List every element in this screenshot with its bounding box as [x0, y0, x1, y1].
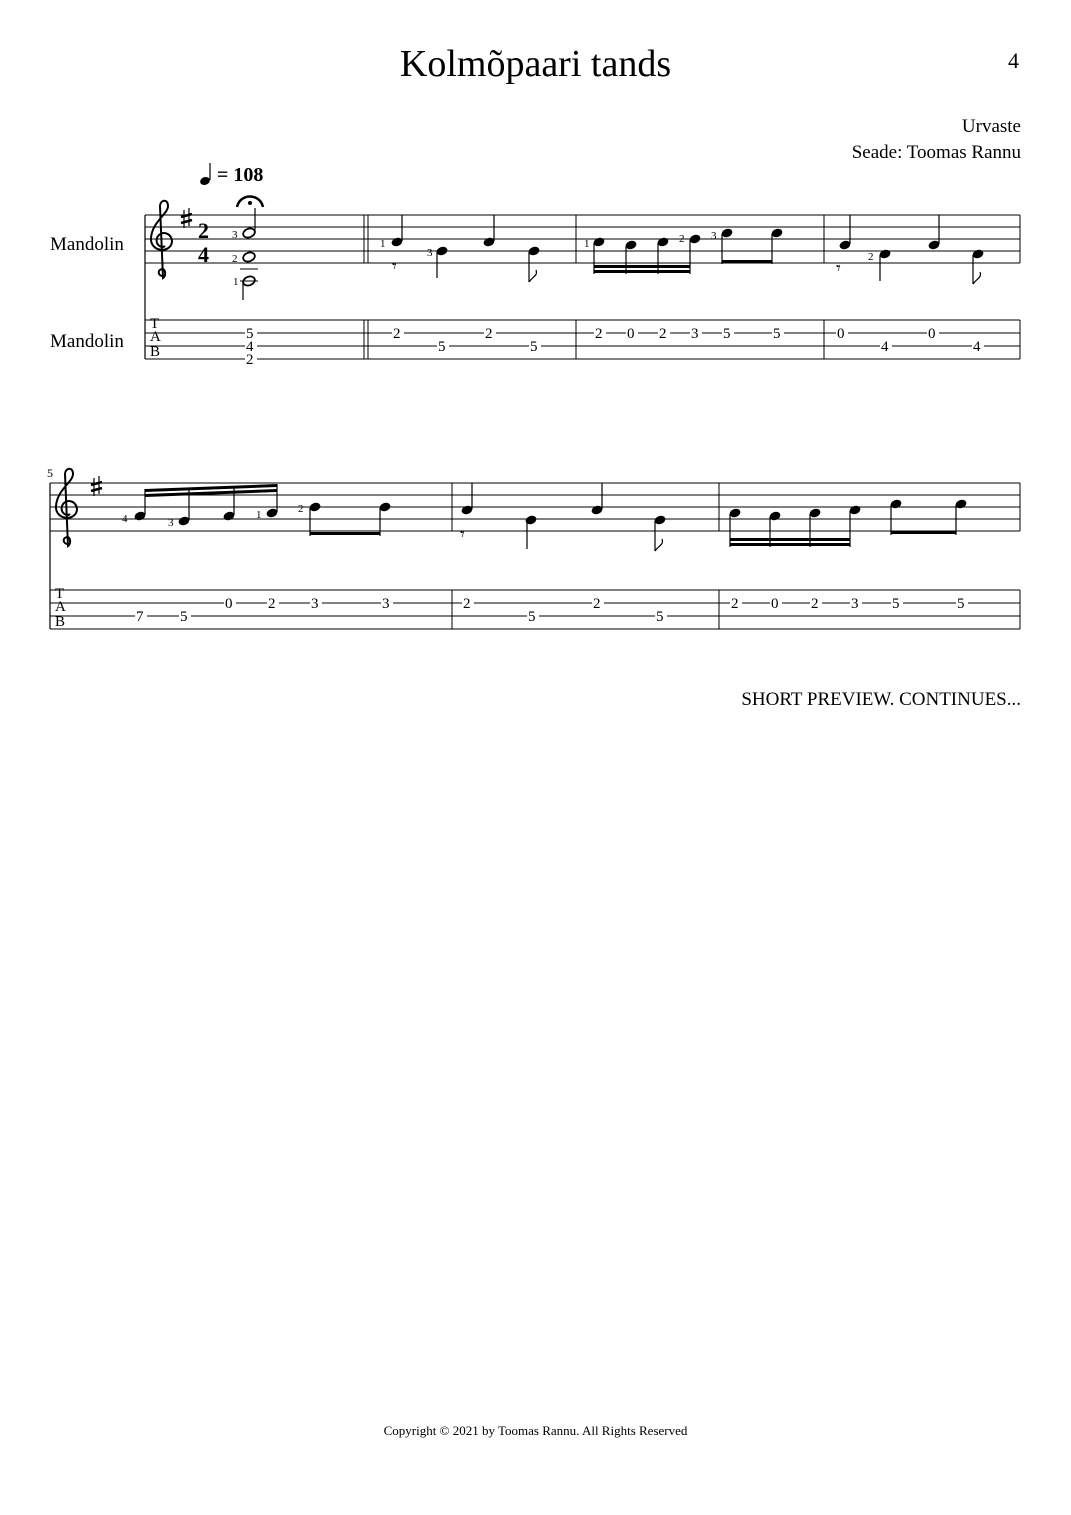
- svg-text:T: T: [55, 586, 65, 602]
- svg-text:3: 3: [691, 326, 699, 342]
- copyright-notice: Copyright © 2021 by Toomas Rannu. All Rights Reserved: [383, 1423, 688, 1438]
- svg-text:4: 4: [881, 339, 889, 355]
- svg-text:5: 5: [957, 596, 965, 612]
- svg-text:2: 2: [298, 503, 304, 515]
- svg-text:B: B: [55, 614, 66, 630]
- tab-clef: [55, 586, 66, 630]
- tab-numbers-system-2: [135, 596, 968, 625]
- svg-text:0: 0: [225, 596, 233, 612]
- sharp-key-icon: [91, 476, 102, 496]
- svg-text:5: 5: [530, 339, 538, 355]
- svg-text:3: 3: [232, 229, 238, 241]
- origin-label: Urvaste: [961, 116, 1021, 137]
- svg-text:5: 5: [773, 326, 781, 342]
- tab-m3: [594, 326, 784, 342]
- svg-text:0: 0: [928, 326, 936, 342]
- svg-text:0: 0: [627, 326, 635, 342]
- svg-text:2: 2: [811, 596, 819, 612]
- svg-text:7: 7: [136, 609, 144, 625]
- svg-text:3: 3: [168, 517, 174, 529]
- svg-text:5: 5: [656, 609, 664, 625]
- notation-staff-lines: [50, 483, 1020, 531]
- tab-m7: [730, 596, 968, 612]
- svg-text:2: 2: [485, 326, 493, 342]
- measure-5-notes: [122, 484, 392, 536]
- measure-1-chord: [232, 197, 263, 301]
- system-1: [50, 197, 1020, 369]
- preview-notice: SHORT PREVIEW. CONTINUES...: [741, 689, 1021, 710]
- svg-text:4: 4: [246, 339, 254, 355]
- svg-text:4: 4: [122, 513, 128, 525]
- sharp-key-icon: [181, 208, 192, 228]
- svg-text:5: 5: [723, 326, 731, 342]
- svg-text:1: 1: [256, 509, 262, 521]
- page-number: 4: [1008, 48, 1019, 73]
- time-signature-bottom: 4: [198, 242, 209, 267]
- svg-text:5: 5: [246, 326, 254, 342]
- measure-2-notes: [380, 215, 541, 282]
- eighth-rest-icon: 𝄾: [392, 256, 397, 276]
- svg-text:1: 1: [233, 276, 239, 288]
- measure-number: 5: [47, 466, 53, 480]
- measure-6-notes: [460, 483, 667, 551]
- svg-text:5: 5: [892, 596, 900, 612]
- svg-text:2: 2: [232, 253, 238, 265]
- svg-text:2: 2: [463, 596, 471, 612]
- svg-text:2: 2: [595, 326, 603, 342]
- svg-text:3: 3: [382, 596, 390, 612]
- tempo-marking: = 108: [217, 164, 264, 186]
- svg-text:1: 1: [584, 238, 590, 250]
- svg-text:2: 2: [268, 596, 276, 612]
- svg-text:2: 2: [246, 352, 254, 368]
- svg-text:3: 3: [311, 596, 319, 612]
- eighth-rest-icon: 𝄾: [836, 258, 841, 278]
- svg-text:3: 3: [851, 596, 859, 612]
- svg-text:1: 1: [380, 238, 386, 250]
- svg-text:0: 0: [837, 326, 845, 342]
- svg-text:5: 5: [528, 609, 536, 625]
- tab-m6: [462, 596, 667, 625]
- svg-text:T: T: [150, 316, 160, 332]
- svg-text:2: 2: [731, 596, 739, 612]
- tab-clef: [150, 316, 161, 360]
- tab-m5: [135, 596, 393, 625]
- svg-text:3: 3: [711, 230, 717, 242]
- measure-4-notes: [836, 215, 985, 284]
- system-2: [47, 466, 1020, 630]
- svg-text:A: A: [150, 329, 161, 345]
- svg-text:2: 2: [393, 326, 401, 342]
- tab-m4: [836, 326, 984, 355]
- svg-text:0: 0: [771, 596, 779, 612]
- svg-text:2: 2: [868, 251, 874, 263]
- page-title: Kolmõpaari tands: [399, 43, 672, 85]
- notation-staff-label: Mandolin: [50, 234, 124, 255]
- time-signature-top: 2: [198, 218, 209, 243]
- svg-text:4: 4: [973, 339, 981, 355]
- svg-text:A: A: [55, 599, 66, 615]
- tab-m1: [245, 326, 257, 368]
- tab-numbers-system-1: [245, 326, 984, 368]
- tab-m2: [392, 326, 541, 355]
- arranger-label: Seade: Toomas Rannu: [851, 142, 1021, 163]
- svg-text:2: 2: [679, 233, 685, 245]
- svg-text:B: B: [150, 344, 161, 360]
- tempo-quarter-note: [199, 163, 211, 186]
- eighth-rest-icon: 𝄾: [460, 524, 465, 544]
- svg-text:3: 3: [427, 247, 433, 259]
- tab-staff-label: Mandolin: [50, 331, 124, 352]
- svg-text:2: 2: [593, 596, 601, 612]
- measure-7-notes: [728, 498, 967, 547]
- svg-text:5: 5: [438, 339, 446, 355]
- svg-text:5: 5: [180, 609, 188, 625]
- svg-text:2: 2: [659, 326, 667, 342]
